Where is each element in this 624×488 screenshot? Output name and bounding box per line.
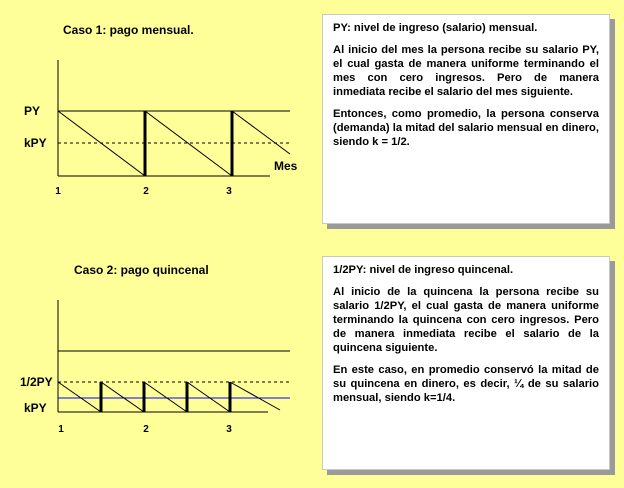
case1-py-label: PY bbox=[24, 104, 41, 118]
case2-title: Caso 2: pago quincenal bbox=[74, 263, 209, 277]
case2-half-py-label: 1/2PY bbox=[20, 375, 53, 389]
case2-x-tick: 3 bbox=[226, 424, 232, 435]
case2-spending-line bbox=[144, 382, 187, 412]
case2-explanation-box bbox=[322, 256, 610, 470]
case1-explanation-box bbox=[322, 14, 610, 224]
case2-kpy-label: kPY bbox=[24, 401, 47, 415]
case1-x-axis-label: Mes bbox=[274, 159, 298, 173]
case1-x-tick: 1 bbox=[55, 186, 61, 197]
case1-x-tick: 2 bbox=[143, 186, 149, 197]
case1-title: Caso 1: pago mensual. bbox=[63, 23, 194, 37]
case2-spending-line bbox=[187, 382, 230, 412]
case2-conclusion-text: En este caso, en promedio conservó la mitad de su quincena en dinero, es decir, ¼ de su salario mensual, siendo k=1/4. bbox=[333, 364, 599, 404]
case2-x-tick: 2 bbox=[143, 424, 149, 435]
case2-spending-line bbox=[58, 382, 101, 412]
case1-kpy-label: kPY bbox=[24, 136, 47, 150]
case2-x-tick: 1 bbox=[58, 424, 64, 435]
case2-spending-line bbox=[230, 382, 280, 410]
case1-conclusion-text: Entonces, como promedio, la persona conserva (demanda) la mitad del salario mensual en dinero, siendo k = 1/2. bbox=[333, 108, 599, 148]
case1-definition-text: PY: nivel de ingreso (salario) mensual. bbox=[333, 22, 538, 34]
case2-spending-line bbox=[101, 382, 144, 412]
case1-description-text: Al inicio del mes la persona recibe su salario PY, el cual gasta de manera uniforme terminando el mes con cero ingresos. Pero de manera inmediata recibe el salario del mes siguiente. bbox=[333, 44, 599, 98]
case2-definition-text: 1/2PY: nivel de ingreso quincenal. bbox=[333, 264, 514, 276]
case2-description-text: Al inicio de la quincena la persona recibe su salario 1/2PY, el cual gasta de manera uniforme terminando la quincena con cero ingresos. Pero de manera inmediata recibe el salario de la quincena siguiente. bbox=[333, 286, 599, 354]
case1-x-tick: 3 bbox=[226, 186, 232, 197]
